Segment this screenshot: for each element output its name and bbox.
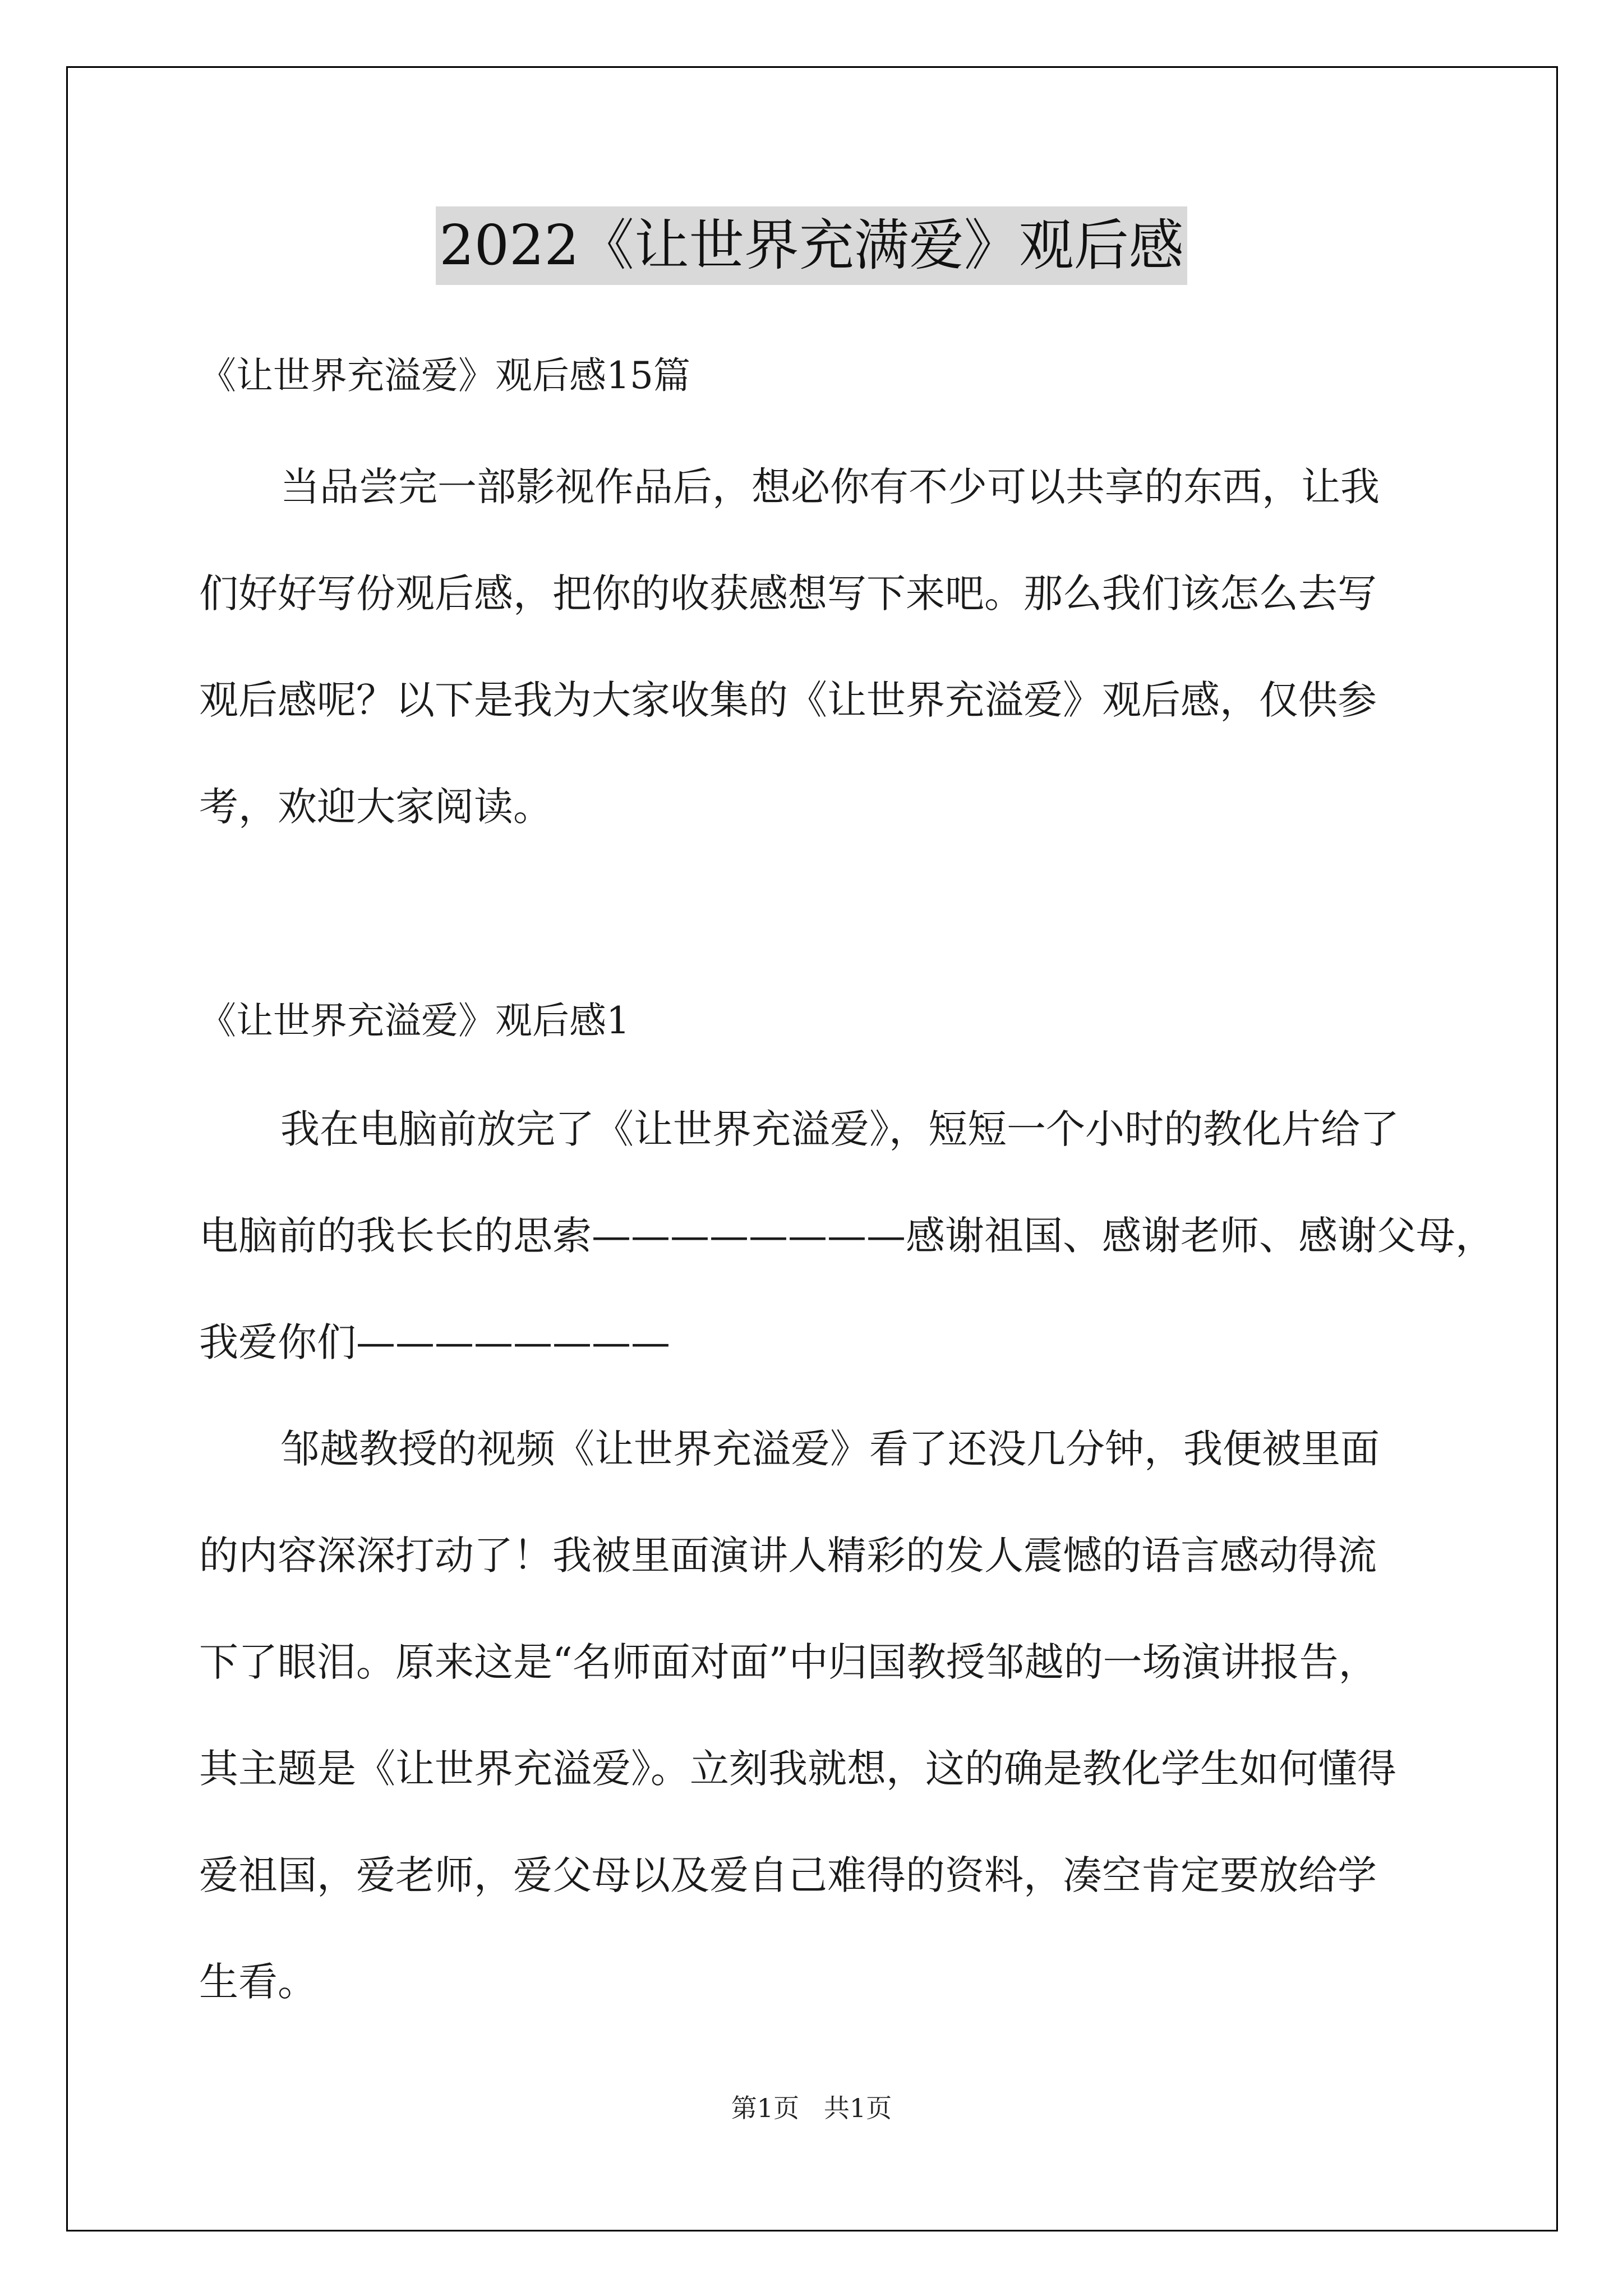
paragraph-line: 生看。 <box>199 1959 317 2005</box>
paragraph-line: 其主题是《让世界充溢爱》。立刻我就想，这的确是教化学生如何懂得 <box>199 1746 1396 1792</box>
paragraph-line: 邹越教授的视频《让世界充溢爱》看了还没几分钟，我便被里面 <box>280 1426 1380 1472</box>
intro-line: 观后感呢？以下是我为大家收集的《让世界充溢爱》观后感，仅供参 <box>199 677 1377 723</box>
intro-line: 们好好写份观后感，把你的收获感想写下来吧。那么我们该怎么去写 <box>199 570 1377 616</box>
title-container <box>0 206 1623 285</box>
paragraph-line: 的内容深深打动了！我被里面演讲人精彩的发人震憾的语言感动得流 <box>199 1533 1377 1579</box>
section-heading: 《让世界充溢爱》观后感1 <box>199 999 630 1042</box>
paragraph-line: 我在电脑前放完了《让世界充溢爱》，短短一个小时的教化片给了 <box>280 1106 1399 1152</box>
intro-line: 考，欢迎大家阅读。 <box>199 784 552 830</box>
document-subtitle: 《让世界充溢爱》观后感15篇 <box>199 354 690 397</box>
paragraph-line: 下了眼泪。原来这是“名师面对面”中归国教授邹越的一场演讲报告， <box>199 1639 1378 1685</box>
paragraph-line: 爱祖国，爱老师，爱父母以及爱自己难得的资料，凑空肯定要放给学 <box>199 1852 1377 1898</box>
paragraph-line: 我爱你们———————— <box>199 1319 670 1365</box>
document-title: 2022《让世界充满爱》观后感 <box>436 206 1187 285</box>
page-footer: 第1页 共1页 <box>731 2093 892 2123</box>
intro-line: 当品尝完一部影视作品后，想必你有不少可以共享的东西，让我 <box>280 464 1380 510</box>
paragraph-line: 电脑前的我长长的思索————————感谢祖国、感谢老师、感谢父母， <box>199 1213 1495 1259</box>
